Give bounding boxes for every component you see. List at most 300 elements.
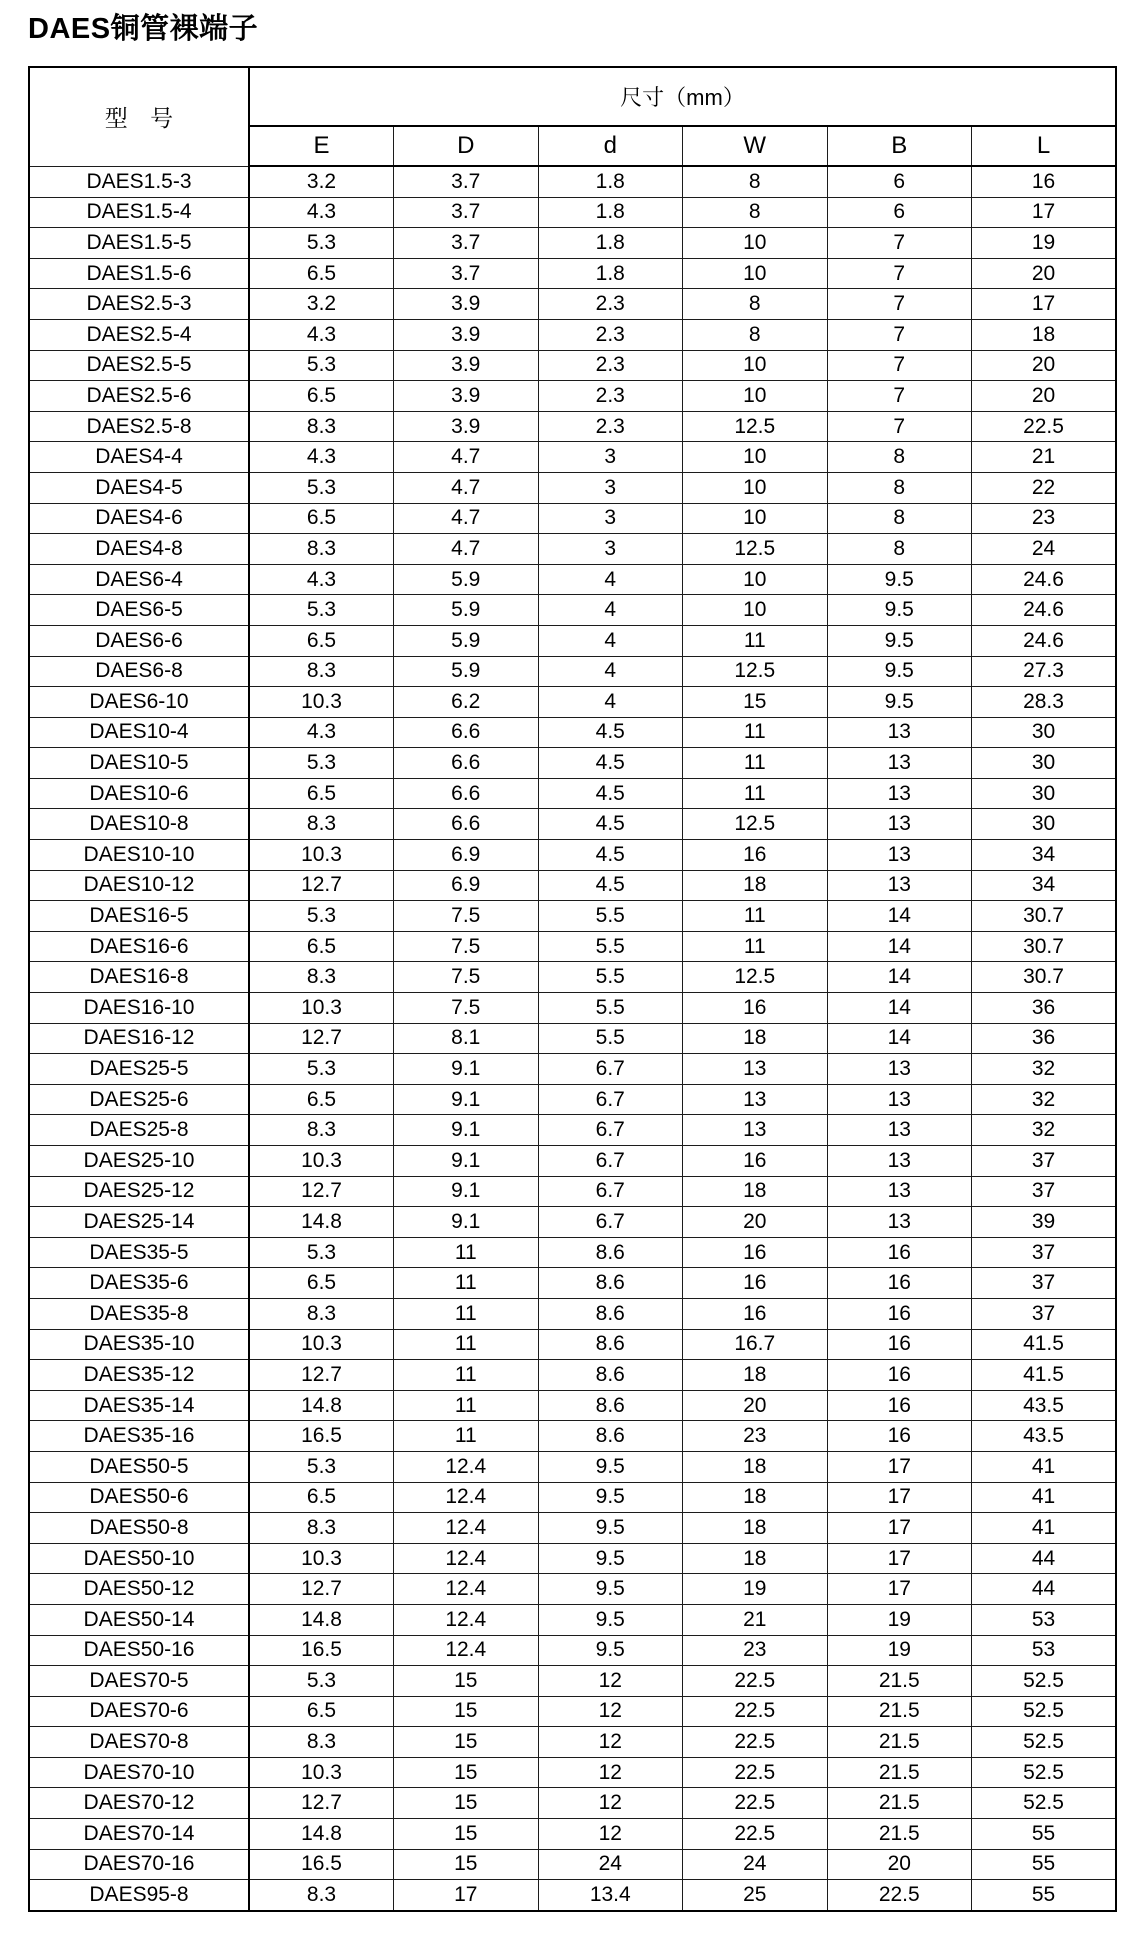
value-cell: 11 [683,778,828,809]
model-cell: DAES6-5 [29,595,249,626]
value-cell: 8.6 [538,1390,683,1421]
table-row [29,472,1116,503]
value-cell: 25 [683,1880,828,1911]
value-cell: 5.3 [249,748,394,779]
value-cell: 41.5 [972,1360,1117,1391]
value-cell: 4.7 [394,534,539,565]
value-cell: 14.8 [249,1390,394,1421]
model-cell: DAES25-14 [29,1207,249,1238]
table-row [29,1513,1116,1544]
value-cell: 9.1 [394,1054,539,1085]
value-cell: 30 [972,809,1117,840]
value-cell: 12.5 [683,411,828,442]
value-cell: 8.6 [538,1329,683,1360]
value-cell: 52.5 [972,1788,1117,1819]
model-cell: DAES35-6 [29,1268,249,1299]
value-cell: 8 [827,503,972,534]
value-cell: 16 [683,1298,828,1329]
value-cell: 30.7 [972,962,1117,993]
value-cell: 10 [683,472,828,503]
value-cell: 9.1 [394,1207,539,1238]
value-cell: 8 [683,197,828,228]
value-cell: 16 [827,1298,972,1329]
value-cell: 41 [972,1451,1117,1482]
table-row [29,931,1116,962]
value-cell: 21.5 [827,1757,972,1788]
value-cell: 11 [394,1237,539,1268]
value-cell: 13 [827,1084,972,1115]
table-row [29,319,1116,350]
model-cell: DAES2.5-3 [29,289,249,320]
value-cell: 17 [827,1482,972,1513]
value-cell: 4.3 [249,197,394,228]
value-cell: 10.3 [249,1543,394,1574]
model-cell: DAES4-8 [29,534,249,565]
value-cell: 14.8 [249,1819,394,1850]
value-cell: 4.7 [394,442,539,473]
value-cell: 5.3 [249,1237,394,1268]
model-cell: DAES70-10 [29,1757,249,1788]
value-cell: 4 [538,625,683,656]
value-cell: 10 [683,350,828,381]
value-cell: 23 [683,1421,828,1452]
value-cell: 8.3 [249,411,394,442]
value-cell: 24 [538,1849,683,1880]
value-cell: 7 [827,411,972,442]
value-cell: 12 [538,1666,683,1697]
value-cell: 18 [683,1176,828,1207]
value-cell: 6.5 [249,625,394,656]
value-cell: 3 [538,534,683,565]
value-cell: 6.7 [538,1207,683,1238]
value-cell: 5.5 [538,1023,683,1054]
value-cell: 12.7 [249,870,394,901]
value-cell: 15 [394,1788,539,1819]
model-cell: DAES70-16 [29,1849,249,1880]
value-cell: 13 [827,1207,972,1238]
value-cell: 10.3 [249,993,394,1024]
dimensions-group-header: 尺寸（mm） [249,67,1116,126]
table-row [29,962,1116,993]
value-cell: 13 [827,870,972,901]
value-cell: 14 [827,1023,972,1054]
value-cell: 20 [683,1390,828,1421]
model-cell: DAES1.5-6 [29,258,249,289]
value-cell: 12.7 [249,1574,394,1605]
value-cell: 8 [827,472,972,503]
value-cell: 7.5 [394,931,539,962]
model-cell: DAES1.5-3 [29,166,249,197]
value-cell: 16 [683,1237,828,1268]
value-cell: 8.3 [249,656,394,687]
model-cell: DAES50-5 [29,1451,249,1482]
model-cell: DAES50-16 [29,1635,249,1666]
value-cell: 1.8 [538,197,683,228]
value-cell: 4.3 [249,442,394,473]
value-cell: 11 [394,1421,539,1452]
value-cell: 36 [972,993,1117,1024]
value-cell: 36 [972,1023,1117,1054]
value-cell: 22 [972,472,1117,503]
value-cell: 13 [827,840,972,871]
value-cell: 9.5 [827,595,972,626]
model-cell: DAES70-12 [29,1788,249,1819]
value-cell: 12.4 [394,1635,539,1666]
value-cell: 4.3 [249,717,394,748]
value-cell: 12.5 [683,809,828,840]
model-cell: DAES10-5 [29,748,249,779]
model-cell: DAES10-6 [29,778,249,809]
value-cell: 6.5 [249,381,394,412]
value-cell: 20 [827,1849,972,1880]
value-cell: 16 [683,1146,828,1177]
model-cell: DAES4-5 [29,472,249,503]
value-cell: 1.8 [538,258,683,289]
value-cell: 7 [827,228,972,259]
value-cell: 52.5 [972,1757,1117,1788]
table-row [29,656,1116,687]
value-cell: 16 [827,1360,972,1391]
value-cell: 7.5 [394,993,539,1024]
value-cell: 22.5 [972,411,1117,442]
value-cell: 23 [972,503,1117,534]
model-cell: DAES2.5-8 [29,411,249,442]
value-cell: 9.5 [827,656,972,687]
value-cell: 16 [683,840,828,871]
value-cell: 12.5 [683,962,828,993]
table-row [29,1054,1116,1085]
table-row [29,1757,1116,1788]
table-row [29,1360,1116,1391]
value-cell: 6.5 [249,778,394,809]
table-row [29,1084,1116,1115]
value-cell: 8 [683,166,828,197]
value-cell: 5.9 [394,656,539,687]
value-cell: 14 [827,931,972,962]
value-cell: 16 [827,1329,972,1360]
value-cell: 5.3 [249,472,394,503]
value-cell: 10.3 [249,687,394,718]
table-row [29,564,1116,595]
value-cell: 44 [972,1574,1117,1605]
value-cell: 14.8 [249,1604,394,1635]
table-row [29,901,1116,932]
value-cell: 10.3 [249,1757,394,1788]
value-cell: 13 [683,1115,828,1146]
value-cell: 11 [394,1268,539,1299]
value-cell: 13 [827,717,972,748]
value-cell: 19 [683,1574,828,1605]
value-cell: 24 [683,1849,828,1880]
value-cell: 19 [972,228,1117,259]
value-cell: 9.5 [538,1451,683,1482]
value-cell: 9.5 [538,1513,683,1544]
value-cell: 37 [972,1268,1117,1299]
value-cell: 17 [827,1451,972,1482]
value-cell: 22.5 [683,1696,828,1727]
model-cell: DAES6-6 [29,625,249,656]
table-row [29,1696,1116,1727]
value-cell: 3.9 [394,411,539,442]
value-cell: 11 [683,625,828,656]
value-cell: 11 [394,1329,539,1360]
value-cell: 4.5 [538,809,683,840]
value-cell: 4.5 [538,778,683,809]
value-cell: 16 [972,166,1117,197]
table-row [29,1819,1116,1850]
table-row [29,1574,1116,1605]
value-cell: 8.6 [538,1237,683,1268]
table-row [29,687,1116,718]
table-row [29,1482,1116,1513]
value-cell: 11 [394,1298,539,1329]
value-cell: 5.9 [394,625,539,656]
value-cell: 52.5 [972,1727,1117,1758]
value-cell: 13 [827,1115,972,1146]
value-cell: 16 [827,1421,972,1452]
value-cell: 17 [827,1513,972,1544]
value-cell: 3.9 [394,289,539,320]
value-cell: 21.5 [827,1788,972,1819]
value-cell: 6.5 [249,1482,394,1513]
value-cell: 8.3 [249,809,394,840]
table-row [29,1176,1116,1207]
value-cell: 12.7 [249,1023,394,1054]
value-cell: 12.4 [394,1543,539,1574]
table-row [29,1604,1116,1635]
value-cell: 3.7 [394,166,539,197]
value-cell: 10 [683,564,828,595]
value-cell: 12.4 [394,1604,539,1635]
value-cell: 8 [683,289,828,320]
value-cell: 2.3 [538,319,683,350]
value-cell: 9.5 [538,1574,683,1605]
value-cell: 37 [972,1298,1117,1329]
value-cell: 34 [972,870,1117,901]
value-cell: 20 [683,1207,828,1238]
value-cell: 12.7 [249,1176,394,1207]
column-header-E: E [249,126,394,166]
value-cell: 16 [827,1237,972,1268]
model-column-header: 型 号 [29,67,249,166]
value-cell: 28.3 [972,687,1117,718]
model-cell: DAES35-5 [29,1237,249,1268]
value-cell: 6 [827,166,972,197]
value-cell: 10.3 [249,1146,394,1177]
table-row [29,1727,1116,1758]
value-cell: 18 [683,1451,828,1482]
value-cell: 5.3 [249,1054,394,1085]
table-row [29,228,1116,259]
model-cell: DAES70-8 [29,1727,249,1758]
model-cell: DAES70-6 [29,1696,249,1727]
value-cell: 13.4 [538,1880,683,1911]
value-cell: 1.8 [538,228,683,259]
value-cell: 13 [827,1176,972,1207]
column-header-d: d [538,126,683,166]
value-cell: 30 [972,748,1117,779]
model-cell: DAES25-6 [29,1084,249,1115]
value-cell: 3 [538,472,683,503]
value-cell: 14.8 [249,1207,394,1238]
column-header-W: W [683,126,828,166]
value-cell: 8.1 [394,1023,539,1054]
value-cell: 24 [972,534,1117,565]
model-cell: DAES1.5-4 [29,197,249,228]
value-cell: 6.6 [394,809,539,840]
value-cell: 5.5 [538,901,683,932]
value-cell: 15 [394,1696,539,1727]
value-cell: 13 [827,1054,972,1085]
value-cell: 19 [827,1604,972,1635]
value-cell: 6.7 [538,1146,683,1177]
table-row [29,1421,1116,1452]
value-cell: 20 [972,350,1117,381]
value-cell: 8.3 [249,1298,394,1329]
value-cell: 4.5 [538,748,683,779]
value-cell: 15 [394,1757,539,1788]
table-row [29,1115,1116,1146]
value-cell: 9.5 [827,625,972,656]
value-cell: 13 [827,778,972,809]
model-cell: DAES70-14 [29,1819,249,1850]
value-cell: 3 [538,503,683,534]
value-cell: 6.5 [249,1696,394,1727]
value-cell: 9.1 [394,1115,539,1146]
value-cell: 6.5 [249,1084,394,1115]
value-cell: 7.5 [394,962,539,993]
model-cell: DAES50-8 [29,1513,249,1544]
model-cell: DAES35-8 [29,1298,249,1329]
column-header-L: L [972,126,1117,166]
value-cell: 30 [972,778,1117,809]
value-cell: 6.7 [538,1054,683,1085]
value-cell: 15 [394,1666,539,1697]
value-cell: 13 [683,1084,828,1115]
value-cell: 16 [683,1268,828,1299]
model-cell: DAES70-5 [29,1666,249,1697]
model-cell: DAES50-12 [29,1574,249,1605]
value-cell: 8.6 [538,1421,683,1452]
value-cell: 6.5 [249,1268,394,1299]
value-cell: 24.6 [972,595,1117,626]
value-cell: 4 [538,595,683,626]
value-cell: 18 [683,870,828,901]
value-cell: 5.3 [249,901,394,932]
value-cell: 12 [538,1727,683,1758]
table-row [29,840,1116,871]
value-cell: 13 [827,748,972,779]
value-cell: 43.5 [972,1421,1117,1452]
value-cell: 6.5 [249,258,394,289]
table-row [29,381,1116,412]
page-title: DAES铜管裸端子 [28,13,259,45]
value-cell: 44 [972,1543,1117,1574]
model-cell: DAES16-5 [29,901,249,932]
value-cell: 2.3 [538,381,683,412]
value-cell: 4.5 [538,717,683,748]
value-cell: 6.7 [538,1084,683,1115]
value-cell: 5.3 [249,595,394,626]
value-cell: 6.6 [394,717,539,748]
value-cell: 4.5 [538,870,683,901]
table-row [29,1237,1116,1268]
value-cell: 21.5 [827,1696,972,1727]
value-cell: 32 [972,1054,1117,1085]
value-cell: 15 [394,1849,539,1880]
value-cell: 7 [827,350,972,381]
model-cell: DAES6-10 [29,687,249,718]
value-cell: 21 [972,442,1117,473]
value-cell: 22.5 [683,1788,828,1819]
value-cell: 41.5 [972,1329,1117,1360]
model-cell: DAES4-4 [29,442,249,473]
value-cell: 3.9 [394,381,539,412]
value-cell: 4 [538,564,683,595]
value-cell: 8 [683,319,828,350]
table-row [29,442,1116,473]
value-cell: 8 [827,442,972,473]
value-cell: 18 [972,319,1117,350]
value-cell: 10.3 [249,1329,394,1360]
value-cell: 12.4 [394,1482,539,1513]
value-cell: 6.7 [538,1176,683,1207]
value-cell: 30.7 [972,931,1117,962]
value-cell: 5.3 [249,1451,394,1482]
value-cell: 19 [827,1635,972,1666]
value-cell: 12.4 [394,1451,539,1482]
value-cell: 10 [683,503,828,534]
value-cell: 8.6 [538,1298,683,1329]
value-cell: 2.3 [538,289,683,320]
value-cell: 18 [683,1482,828,1513]
value-cell: 2.3 [538,350,683,381]
value-cell: 55 [972,1880,1117,1911]
value-cell: 8.3 [249,534,394,565]
value-cell: 16 [683,993,828,1024]
model-cell: DAES4-6 [29,503,249,534]
value-cell: 15 [394,1727,539,1758]
value-cell: 6 [827,197,972,228]
value-cell: 21 [683,1604,828,1635]
value-cell: 4.3 [249,319,394,350]
value-cell: 10.3 [249,840,394,871]
value-cell: 41 [972,1482,1117,1513]
value-cell: 5.3 [249,228,394,259]
value-cell: 5.9 [394,595,539,626]
value-cell: 8.3 [249,962,394,993]
table-row [29,350,1116,381]
value-cell: 6.7 [538,1115,683,1146]
value-cell: 9.5 [538,1482,683,1513]
value-cell: 41 [972,1513,1117,1544]
table-row [29,1635,1116,1666]
value-cell: 17 [972,289,1117,320]
value-cell: 6.9 [394,840,539,871]
value-cell: 3.2 [249,289,394,320]
table-row [29,534,1116,565]
value-cell: 23 [683,1635,828,1666]
value-cell: 4.5 [538,840,683,871]
value-cell: 8.3 [249,1880,394,1911]
table-row [29,717,1116,748]
value-cell: 16 [827,1390,972,1421]
table-row [29,1666,1116,1697]
model-cell: DAES35-16 [29,1421,249,1452]
value-cell: 22.5 [683,1666,828,1697]
value-cell: 17 [394,1880,539,1911]
value-cell: 7 [827,319,972,350]
